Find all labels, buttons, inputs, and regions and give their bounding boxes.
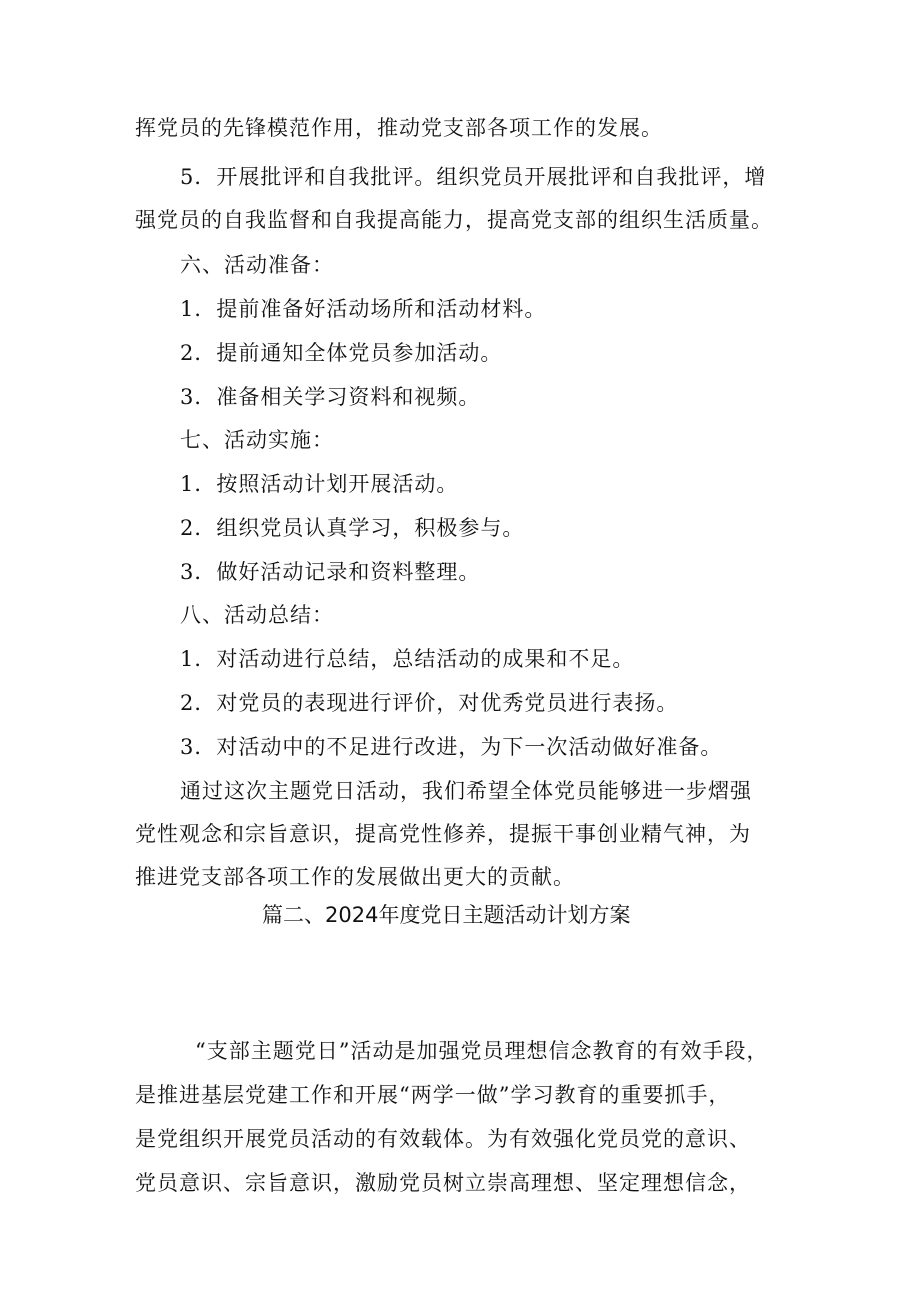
list-item: 5．开展批评和自我批评。组织党员开展批评和自我批评，增 <box>180 165 767 189</box>
list-item: 2．对党员的表现进行评价，对优秀党员进行表扬。 <box>180 691 679 715</box>
intro-paragraph-line: 是推进基层党建工作和开展“两学一做”学习教育的重要抓手， <box>135 1083 731 1107</box>
list-item: 2．提前通知全体党员参加活动。 <box>180 341 503 365</box>
list-item: 3．准备相关学习资料和视频。 <box>180 385 481 409</box>
list-item: 1．提前准备好活动场所和活动材料。 <box>180 297 547 321</box>
closing-paragraph-line: 推进党支部各项工作的发展做出更大的贡献。 <box>135 865 575 889</box>
list-item: 1．对活动进行总结，总结活动的成果和不足。 <box>180 647 635 671</box>
list-item: 3．做好活动记录和资料整理。 <box>180 560 481 584</box>
list-item: 1．按照活动计划开展活动。 <box>180 472 459 496</box>
intro-paragraph-line: “支部主题党日”活动是加强党员理想信念教育的有效手段， <box>195 1039 769 1063</box>
intro-paragraph-line: 是党组织开展党员活动的有效载体。为有效强化党员党的意识、 <box>135 1127 751 1151</box>
intro-paragraph-line: 党员意识、宗旨意识，激励党员树立崇高理想、坚定理想信念， <box>135 1171 751 1195</box>
list-item-continuation: 强党员的自我监督和自我提高能力，提高党支部的组织生活质量。 <box>135 208 773 232</box>
part-two-title: 篇二、2024年度党日主题活动计划方案 <box>262 903 631 927</box>
list-item: 3．对活动中的不足进行改进，为下一次活动做好准备。 <box>180 735 723 759</box>
section-heading-preparation: 六、活动准备： <box>180 253 334 277</box>
paragraph-continuation: 挥党员的先锋模范作用，推动党支部各项工作的发展。 <box>135 116 663 140</box>
closing-paragraph-line: 党性观念和宗旨意识，提高党性修养，提振干事创业精气神，为 <box>135 822 751 846</box>
closing-paragraph-line: 通过这次主题党日活动，我们希望全体党员能够进一步熠强 <box>180 779 752 803</box>
list-item: 2．组织党员认真学习，积极参与。 <box>180 516 525 540</box>
section-heading-implementation: 七、活动实施： <box>180 428 334 452</box>
section-heading-summary: 八、活动总结： <box>180 603 334 627</box>
